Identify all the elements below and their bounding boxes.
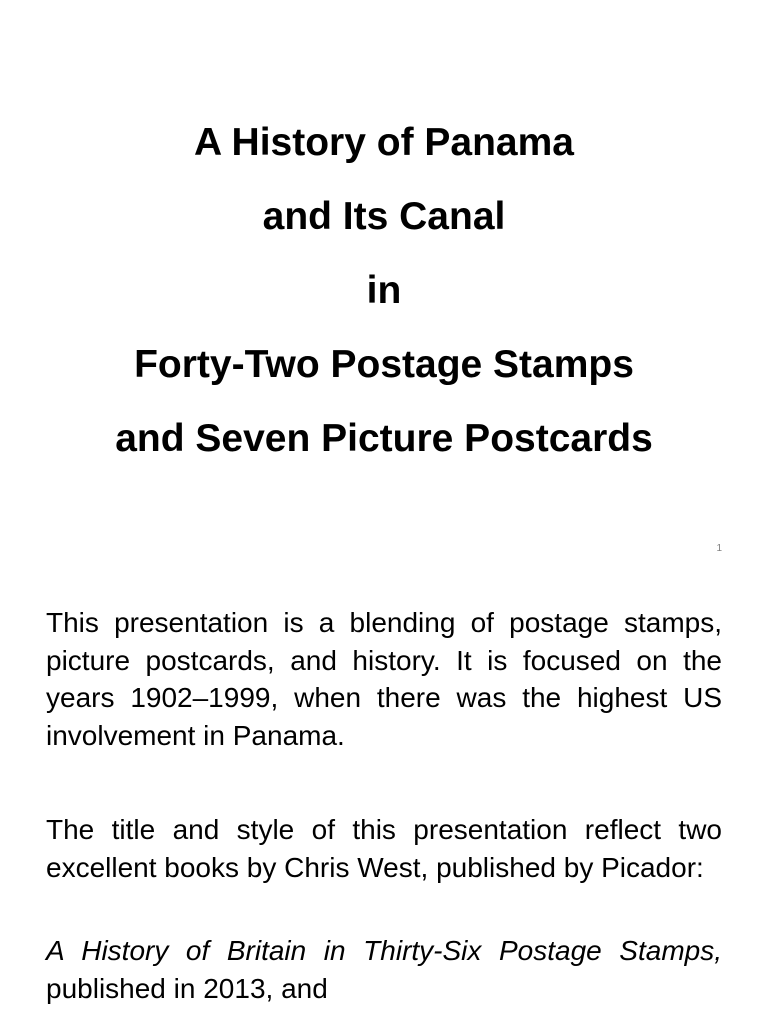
title-line-3: in (366, 269, 402, 312)
book-reference-paragraph (46, 932, 722, 1007)
title-style-paragraph: The title and style of this presentation reflect two excellent books by Chris West, published by Picador: (46, 814, 722, 883)
page-number: 1 (716, 543, 722, 554)
book-title: A History of Britain in Thirty-Six Postage Stamps, (46, 935, 722, 966)
title-line-1: A History of Panama (194, 121, 574, 164)
book-publication-note: published in 2013, and (46, 972, 328, 1004)
intro-paragraph: This presentation is a blending of postage stamps, picture postcards, and history. It is focused on the years 1902–1999, when there was the highest US involvement in Panama. (46, 607, 722, 751)
title-line-4: Forty-Two Postage Stamps (134, 343, 634, 386)
title-line-2: and Its Canal (262, 195, 506, 238)
title-line-5: and Seven Picture Postcards (115, 417, 653, 460)
slide-title (0, 106, 768, 476)
